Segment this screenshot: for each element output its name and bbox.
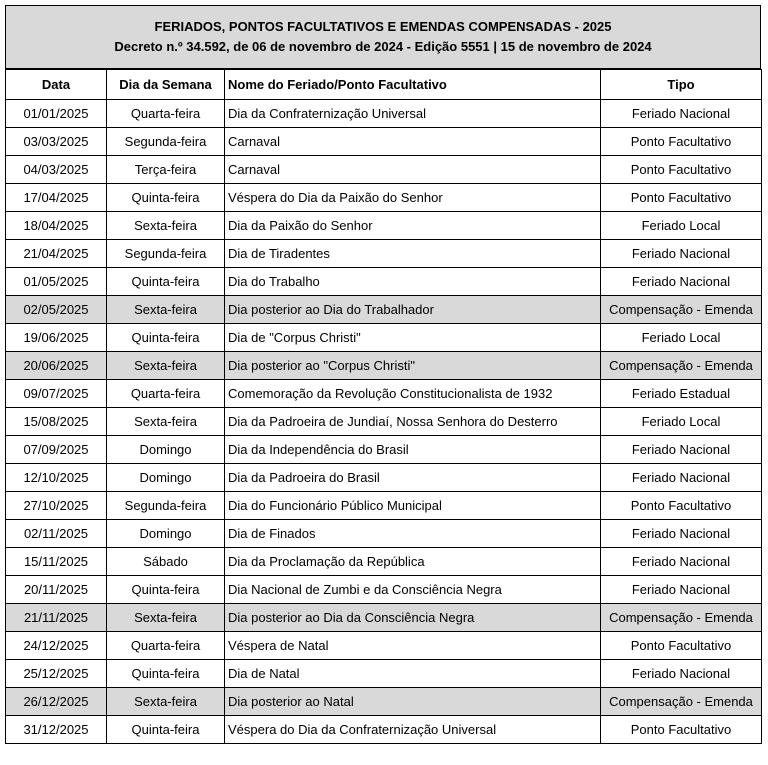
cell-date: 31/12/2025 — [6, 716, 107, 744]
cell-weekday: Domingo — [107, 520, 225, 548]
cell-type: Feriado Estadual — [601, 380, 762, 408]
cell-type: Compensação - Emenda — [601, 352, 762, 380]
table-row — [6, 520, 762, 548]
cell-date: 26/12/2025 — [6, 688, 107, 716]
column-header-date: Data — [6, 70, 107, 100]
cell-type: Compensação - Emenda — [601, 296, 762, 324]
cell-date: 01/05/2025 — [6, 268, 107, 296]
table-row — [6, 408, 762, 436]
table-row — [6, 296, 762, 324]
table-row — [6, 184, 762, 212]
cell-date: 20/06/2025 — [6, 352, 107, 380]
cell-date: 15/08/2025 — [6, 408, 107, 436]
cell-weekday: Domingo — [107, 436, 225, 464]
cell-holiday-name: Comemoração da Revolução Constitucionalista de 1932 — [225, 380, 601, 408]
cell-holiday-name: Dia da Padroeira de Jundiaí, Nossa Senhora do Desterro — [225, 408, 601, 436]
cell-type: Compensação - Emenda — [601, 688, 762, 716]
cell-type: Ponto Facultativo — [601, 716, 762, 744]
cell-holiday-name: Dia Nacional de Zumbi e da Consciência Negra — [225, 576, 601, 604]
cell-weekday: Quarta-feira — [107, 632, 225, 660]
cell-date: 09/07/2025 — [6, 380, 107, 408]
cell-type: Ponto Facultativo — [601, 492, 762, 520]
cell-holiday-name: Dia de Natal — [225, 660, 601, 688]
cell-type: Feriado Nacional — [601, 520, 762, 548]
cell-weekday: Quinta-feira — [107, 716, 225, 744]
cell-weekday: Sexta-feira — [107, 688, 225, 716]
cell-holiday-name: Dia da Paixão do Senhor — [225, 212, 601, 240]
table-row — [6, 352, 762, 380]
cell-date: 25/12/2025 — [6, 660, 107, 688]
table-row — [6, 464, 762, 492]
cell-type: Feriado Nacional — [601, 100, 762, 128]
cell-type: Ponto Facultativo — [601, 156, 762, 184]
cell-date: 21/04/2025 — [6, 240, 107, 268]
cell-weekday: Segunda-feira — [107, 128, 225, 156]
table-row — [6, 548, 762, 576]
column-header-name: Nome do Feriado/Ponto Facultativo — [225, 70, 601, 100]
cell-weekday: Segunda-feira — [107, 240, 225, 268]
cell-date: 18/04/2025 — [6, 212, 107, 240]
cell-date: 19/06/2025 — [6, 324, 107, 352]
cell-weekday: Segunda-feira — [107, 492, 225, 520]
cell-holiday-name: Dia de Finados — [225, 520, 601, 548]
cell-type: Feriado Nacional — [601, 660, 762, 688]
table-row — [6, 240, 762, 268]
cell-weekday: Domingo — [107, 464, 225, 492]
table-row — [6, 492, 762, 520]
table-row — [6, 688, 762, 716]
cell-holiday-name: Véspera do Dia da Paixão do Senhor — [225, 184, 601, 212]
cell-date: 20/11/2025 — [6, 576, 107, 604]
cell-type: Feriado Nacional — [601, 268, 762, 296]
cell-type: Ponto Facultativo — [601, 128, 762, 156]
table-row — [6, 604, 762, 632]
cell-weekday: Sábado — [107, 548, 225, 576]
table-row — [6, 380, 762, 408]
cell-date: 21/11/2025 — [6, 604, 107, 632]
table-row — [6, 716, 762, 744]
cell-type: Ponto Facultativo — [601, 184, 762, 212]
cell-holiday-name: Dia de Tiradentes — [225, 240, 601, 268]
cell-date: 12/10/2025 — [6, 464, 107, 492]
cell-weekday: Sexta-feira — [107, 212, 225, 240]
column-header-weekday: Dia da Semana — [107, 70, 225, 100]
cell-holiday-name: Dia posterior ao Dia da Consciência Negra — [225, 604, 601, 632]
table-row — [6, 436, 762, 464]
table-row — [6, 632, 762, 660]
cell-weekday: Quarta-feira — [107, 380, 225, 408]
cell-type: Feriado Local — [601, 408, 762, 436]
cell-holiday-name: Dia posterior ao "Corpus Christi" — [225, 352, 601, 380]
table-row — [6, 576, 762, 604]
table-header-row — [6, 70, 762, 100]
cell-weekday: Sexta-feira — [107, 408, 225, 436]
cell-weekday: Quinta-feira — [107, 576, 225, 604]
cell-date: 01/01/2025 — [6, 100, 107, 128]
cell-weekday: Quinta-feira — [107, 324, 225, 352]
cell-weekday: Quarta-feira — [107, 100, 225, 128]
cell-weekday: Sexta-feira — [107, 352, 225, 380]
cell-holiday-name: Véspera de Natal — [225, 632, 601, 660]
cell-date: 02/11/2025 — [6, 520, 107, 548]
cell-holiday-name: Dia do Trabalho — [225, 268, 601, 296]
table-row — [6, 660, 762, 688]
table-row — [6, 128, 762, 156]
cell-type: Feriado Nacional — [601, 464, 762, 492]
cell-type: Feriado Nacional — [601, 240, 762, 268]
cell-holiday-name: Dia do Funcionário Público Municipal — [225, 492, 601, 520]
sheet-title: FERIADOS, PONTOS FACULTATIVOS E EMENDAS COMPENSADAS - 2025 — [154, 19, 612, 34]
table-row — [6, 156, 762, 184]
cell-holiday-name: Dia da Padroeira do Brasil — [225, 464, 601, 492]
cell-type: Compensação - Emenda — [601, 604, 762, 632]
cell-holiday-name: Dia da Proclamação da República — [225, 548, 601, 576]
cell-type: Ponto Facultativo — [601, 632, 762, 660]
cell-date: 04/03/2025 — [6, 156, 107, 184]
cell-holiday-name: Véspera do Dia da Confraternização Universal — [225, 716, 601, 744]
table-row — [6, 268, 762, 296]
cell-holiday-name: Carnaval — [225, 128, 601, 156]
cell-date: 02/05/2025 — [6, 296, 107, 324]
cell-date: 17/04/2025 — [6, 184, 107, 212]
cell-date: 24/12/2025 — [6, 632, 107, 660]
cell-holiday-name: Dia posterior ao Natal — [225, 688, 601, 716]
cell-holiday-name: Dia posterior ao Dia do Trabalhador — [225, 296, 601, 324]
cell-holiday-name: Carnaval — [225, 156, 601, 184]
cell-holiday-name: Dia da Confraternização Universal — [225, 100, 601, 128]
table-row — [6, 324, 762, 352]
cell-type: Feriado Nacional — [601, 548, 762, 576]
cell-weekday: Quinta-feira — [107, 184, 225, 212]
cell-weekday: Quinta-feira — [107, 268, 225, 296]
holiday-table — [5, 69, 762, 744]
cell-date: 15/11/2025 — [6, 548, 107, 576]
sheet-banner — [5, 5, 761, 69]
holiday-sheet — [5, 5, 761, 744]
cell-type: Feriado Local — [601, 212, 762, 240]
table-row — [6, 100, 762, 128]
cell-weekday: Sexta-feira — [107, 296, 225, 324]
cell-date: 03/03/2025 — [6, 128, 107, 156]
cell-holiday-name: Dia da Independência do Brasil — [225, 436, 601, 464]
cell-weekday: Terça-feira — [107, 156, 225, 184]
cell-holiday-name: Dia de "Corpus Christi" — [225, 324, 601, 352]
cell-weekday: Sexta-feira — [107, 604, 225, 632]
column-header-type: Tipo — [601, 70, 762, 100]
cell-date: 07/09/2025 — [6, 436, 107, 464]
sheet-subtitle: Decreto n.º 34.592, de 06 de novembro de 2024 - Edição 5551 | 15 de novembro de 2024 — [114, 39, 652, 54]
cell-type: Feriado Nacional — [601, 436, 762, 464]
cell-type: Feriado Local — [601, 324, 762, 352]
cell-type: Feriado Nacional — [601, 576, 762, 604]
cell-date: 27/10/2025 — [6, 492, 107, 520]
table-body — [6, 100, 762, 744]
cell-weekday: Quinta-feira — [107, 660, 225, 688]
table-row — [6, 212, 762, 240]
